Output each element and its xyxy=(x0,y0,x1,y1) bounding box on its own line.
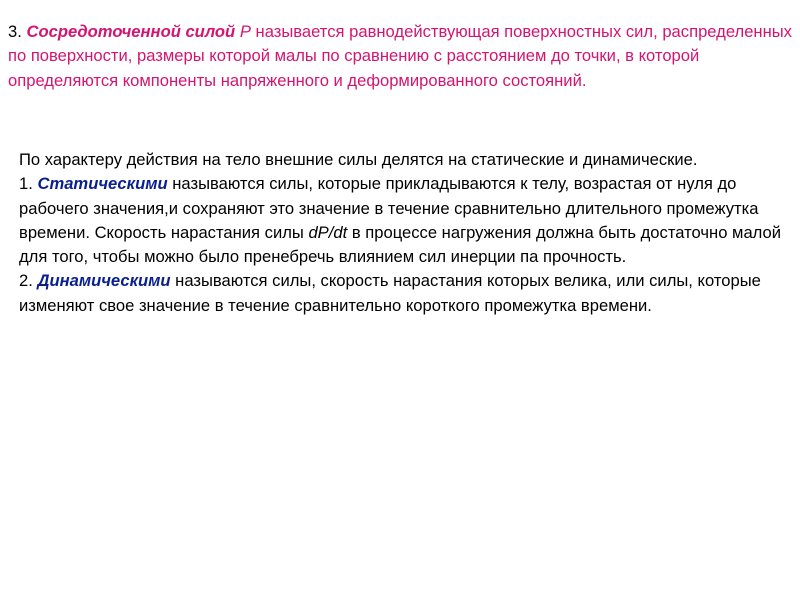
item1-text-b: в процессе нагружения должна быть достаточно малой для того, чтобы можно было пренебречь влиянием сил инерции па прочность. xyxy=(19,222,782,267)
classification-paragraph xyxy=(19,148,789,318)
item2-number: 2. xyxy=(19,271,33,291)
item2-text: называются силы, скорость нарастания которых велика, или силы, которые изменяют свое значение в течение сравнительно короткого промежутка времени. xyxy=(19,271,761,315)
term-static: Статическими xyxy=(37,174,168,194)
variable-p: P xyxy=(239,22,251,41)
definition-paragraph xyxy=(8,20,796,93)
term-dynamic: Динамическими xyxy=(37,271,171,291)
definition-text: называется равнодействующая поверхностных сил, распределенных по поверхности, размеры которой малы по сравнению с расстоянием до точки, в которой определяются компоненты напряженного и деформированного состояний. xyxy=(8,22,792,90)
item1-text-a: называются силы, которые прикладываются к телу, возрастая от нуля до рабочего значения,и сохраняют это значение в течение сравнительно длительного промежутка времени. Скорость нарастания силы xyxy=(19,174,759,242)
item-number: 3. xyxy=(8,22,22,41)
term-concentrated-force: Сосредоточенной силой xyxy=(26,22,236,41)
item1-number: 1. xyxy=(19,174,33,194)
intro-text: По характеру действия на тело внешние силы делятся на статические и динамические. xyxy=(19,150,698,169)
variable-dpdt: dP/dt xyxy=(308,222,348,242)
